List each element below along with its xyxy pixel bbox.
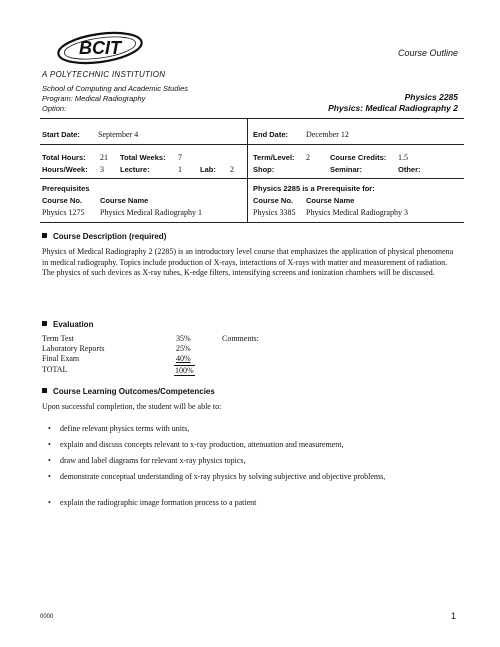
eval-value: 25%	[176, 344, 191, 353]
outcomes-intro: Upon successful completion, the student will be able to:	[42, 402, 222, 411]
divider	[40, 222, 464, 223]
eval-label: Laboratory Reports	[42, 344, 105, 353]
end-date-label: End Date:	[253, 130, 289, 139]
eval-value: 35%	[176, 334, 191, 343]
lab-value: 2	[230, 165, 234, 174]
course-title: Physics: Medical Radiography 2	[328, 103, 458, 113]
doc-title: Course Outline	[397, 48, 458, 58]
bullet-icon: •	[48, 472, 51, 481]
lab-label: Lab:	[200, 165, 216, 174]
credits-value: 1.5	[398, 153, 408, 162]
prerequisites-heading: Prerequisites	[42, 184, 90, 193]
bcit-logo	[54, 28, 144, 68]
total-weeks-label: Total Weeks:	[120, 153, 166, 162]
col-course-name: Course Name	[306, 196, 355, 205]
list-item: • define relevant physics terms with units,	[48, 424, 190, 433]
prereq-course-name: Physics Medical Radiography 1	[100, 208, 202, 217]
other-label: Other:	[398, 165, 421, 174]
bullet-icon: •	[48, 424, 51, 433]
description-heading: Course Description (required)	[42, 232, 166, 241]
bullet-icon: •	[48, 456, 51, 465]
footer-code: 0000	[40, 614, 54, 620]
eval-total-value: 100%	[175, 366, 194, 375]
eval-label: Term Test	[42, 334, 74, 343]
divider	[40, 144, 464, 145]
program-name: Program: Medical Radiography	[42, 94, 146, 103]
evaluation-heading: Evaluation	[42, 320, 93, 329]
col-course-no: Course No.	[42, 196, 83, 205]
next-course-no: Physics 3385	[253, 208, 296, 217]
start-date-value: September 4	[98, 130, 139, 139]
list-item: • demonstrate conceptual understanding of x-ray physics by solving subjective and objective problems,	[48, 472, 386, 481]
list-item: • draw and label diagrams for relevant x-ray physics topics,	[48, 456, 246, 465]
divider-vertical	[247, 118, 248, 178]
hours-week-label: Hours/Week:	[42, 165, 88, 174]
lecture-value: 1	[178, 165, 182, 174]
page-number: 1	[450, 611, 456, 621]
outcomes-heading: Course Learning Outcomes/Competencies	[42, 387, 215, 396]
shop-label: Shop:	[253, 165, 275, 174]
bullet-icon: •	[48, 498, 51, 507]
eval-label: Final Exam	[42, 354, 80, 363]
bullet-square-icon	[42, 388, 47, 393]
logo-wordmark: BCIT	[79, 38, 121, 58]
end-date-value: December 12	[306, 130, 349, 139]
divider-vertical	[247, 178, 248, 222]
lecture-label: Lecture:	[120, 165, 150, 174]
bullet-icon: •	[48, 440, 51, 449]
hours-week-value: 3	[100, 165, 104, 174]
term-value: 2	[306, 153, 310, 162]
total-hours-value: 21	[100, 153, 108, 162]
school-name: School of Computing and Academic Studies	[42, 84, 189, 93]
start-date-label: Start Date:	[42, 130, 80, 139]
prereq-course-no: Physics 1275	[42, 208, 85, 217]
comments-label: Comments:	[222, 334, 259, 343]
term-label: Term/Level:	[253, 153, 295, 162]
description-text: Physics of Medical Radiography 2 (2285) is an introductory level course that emphasizes the application of physical phenomena in medical radiography. Topics include production of X-rays, interactions of X-rays with matter and measurement of radiation. The physics of such devices as X-ray tubes, K-edge filters, intensifying screens and ionization chambers will be discussed.	[42, 247, 454, 277]
seminar-label: Seminar:	[330, 165, 363, 174]
eval-total-label: TOTAL	[42, 365, 68, 374]
prerequisite-for-heading: Physics 2285 is a Prerequisite for:	[253, 184, 375, 193]
eval-value: 40%	[176, 354, 191, 363]
bullet-square-icon	[42, 233, 47, 238]
divider	[40, 118, 464, 119]
next-course-name: Physics Medical Radiography 3	[306, 208, 408, 217]
total-hours-label: Total Hours:	[42, 153, 86, 162]
credits-label: Course Credits:	[330, 153, 387, 162]
list-item: • explain the radiographic image formation process to a patient	[48, 498, 257, 507]
option-label: Option:	[42, 104, 67, 113]
bullet-square-icon	[42, 321, 47, 326]
total-weeks-value: 7	[178, 153, 182, 162]
list-item: • explain and discuss concepts relevant to x-ray production, attenuation and measurement,	[48, 440, 344, 449]
tagline: A POLYTECHNIC INSTITUTION	[42, 70, 166, 79]
course-code: Physics 2285	[404, 92, 458, 102]
divider	[40, 178, 464, 179]
col-course-name: Course Name	[100, 196, 149, 205]
col-course-no: Course No.	[253, 196, 294, 205]
